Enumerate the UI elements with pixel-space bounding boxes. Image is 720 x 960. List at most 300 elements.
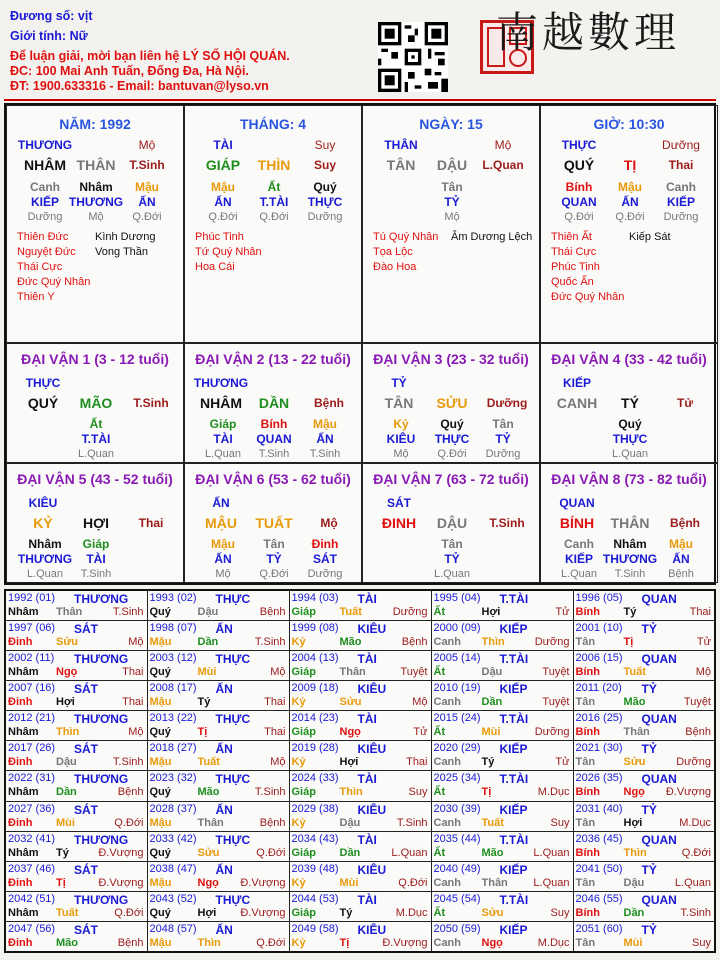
hidden-deity: TỶ (444, 195, 460, 209)
year-stem: Canh (433, 635, 461, 648)
year-label: 2009 (18) (291, 681, 339, 694)
header (0, 0, 720, 100)
year-cell[interactable] (573, 680, 715, 710)
year-cell[interactable] (289, 861, 431, 891)
earthly-branch: SỬU (436, 395, 468, 411)
year-stage: Thai (122, 665, 144, 678)
star-name: Thiên Đức (17, 231, 69, 243)
luck-period-cell (6, 463, 184, 583)
year-label: 2049 (58) (291, 923, 339, 936)
year-cell[interactable] (5, 801, 147, 831)
table-row (5, 771, 715, 801)
year-cell[interactable] (431, 590, 573, 620)
subject-name: Đương số: vịt (10, 9, 93, 23)
heavenly-stem: TÂN (384, 395, 414, 411)
year-deity: TÀI (357, 592, 377, 606)
year-stage: Mộ (270, 756, 286, 769)
year-cell[interactable] (431, 711, 573, 741)
year-label: 2017 (26) (8, 742, 56, 755)
year-stage: T.Sinh (254, 786, 286, 799)
annual-luck-table (4, 589, 716, 953)
year-stem: Kỷ (291, 695, 306, 708)
year-stem: Nhâm (8, 665, 39, 678)
hidden-stem: Giáp (209, 417, 237, 431)
hidden-stem: Nhâm (79, 180, 113, 194)
year-cell[interactable] (431, 741, 573, 771)
year-cell[interactable] (147, 741, 289, 771)
star-name: Đức Quý Nhân (17, 276, 91, 288)
year-branch: Dần (56, 786, 77, 799)
pillar-title: GIỜ: 10:30 (593, 116, 665, 132)
hidden-deity: TỶ (495, 432, 511, 446)
year-cell[interactable] (289, 741, 431, 771)
heavenly-stem: TÂN (386, 157, 416, 173)
hidden-stage: Q.Đới (259, 211, 289, 223)
year-cell[interactable] (573, 650, 715, 680)
year-stage: Mộ (128, 726, 144, 739)
year-cell[interactable] (573, 892, 715, 922)
year-label: 1999 (08) (291, 621, 339, 634)
year-branch: Dậu (339, 816, 361, 829)
year-cell[interactable] (289, 831, 431, 861)
header-divider (4, 99, 716, 101)
star-name: Nguyệt Đức (17, 246, 76, 258)
luck-period-title: ĐẠI VẬN 4 (33 - 42 tuổi) (551, 351, 707, 367)
hidden-stage: L.Quan (77, 448, 115, 460)
year-label: 2031 (40) (575, 802, 623, 815)
year-cell[interactable] (5, 741, 147, 771)
year-cell[interactable] (5, 620, 147, 650)
year-cell[interactable] (573, 922, 715, 952)
year-deity: THƯƠNG (74, 893, 129, 908)
year-stem: Mậu (149, 756, 172, 769)
hidden-stem: Quý (313, 180, 337, 194)
year-branch: Dậu (197, 606, 219, 618)
year-deity: TỶ (641, 862, 657, 877)
year-stem: Bính (575, 726, 600, 739)
year-cell[interactable] (573, 711, 715, 741)
year-label: 2027 (36) (8, 802, 56, 815)
year-branch: Ngọ (197, 876, 219, 889)
year-stage: Tuyệt (400, 665, 428, 678)
year-cell[interactable] (289, 771, 431, 801)
year-stage: Mộ (270, 665, 286, 678)
hidden-deity: ẤN (621, 195, 639, 209)
year-stem: Tân (575, 816, 596, 829)
year-stem: Ất (433, 907, 446, 920)
year-label: 2035 (44) (433, 832, 481, 845)
year-label: 2030 (39) (433, 802, 481, 815)
hidden-stem: Mậu (313, 417, 337, 431)
luck-period-cell (540, 343, 718, 463)
year-cell[interactable] (147, 861, 289, 891)
year-stem: Mậu (149, 816, 172, 829)
hidden-deity: ẤN (316, 432, 334, 446)
earthly-branch: DẦN (258, 395, 290, 411)
table-row (5, 680, 715, 710)
star-name: Thiên Y (17, 291, 55, 303)
year-branch: Tý (197, 695, 211, 708)
year-label: 2019 (28) (291, 742, 339, 755)
hidden-deity: KIÊU (386, 432, 416, 446)
hidden-deity: THỰC (307, 195, 343, 209)
year-stem: Quý (149, 606, 171, 618)
year-deity: THỰC (215, 893, 251, 908)
year-cell[interactable] (147, 590, 289, 620)
star-name: Quốc Ấn (551, 276, 594, 288)
stem-deity: KIÊU (28, 496, 58, 510)
year-cell[interactable] (5, 680, 147, 710)
heavenly-stem: GIÁP (205, 157, 241, 173)
year-stage: Thai (689, 606, 711, 618)
year-deity: THỰC (215, 592, 251, 606)
year-stem: Quý (149, 907, 171, 920)
year-stage: Q.Đới (681, 846, 711, 859)
year-cell[interactable] (431, 801, 573, 831)
year-label: 2043 (52) (149, 893, 197, 906)
hidden-stage: Dưỡng (27, 211, 63, 223)
year-branch: Thân (481, 876, 508, 889)
year-deity: QUAN (641, 832, 677, 847)
year-cell[interactable] (289, 590, 431, 620)
year-deity: SÁT (74, 802, 98, 817)
year-stage: Q.Đới (256, 846, 286, 859)
qr-code-icon[interactable] (378, 22, 448, 92)
hidden-stage: Mộ (393, 448, 409, 460)
year-branch: Thìn (56, 726, 80, 739)
year-label: 2010 (19) (433, 681, 481, 694)
year-branch: Thân (197, 816, 224, 829)
hidden-stage: L.Quan (611, 448, 649, 460)
branch-stage: Bệnh (314, 396, 344, 410)
hidden-stem: Canh (564, 537, 594, 551)
table-row (5, 831, 715, 861)
hidden-stage: Q.Đới (615, 211, 645, 223)
year-deity: KIẾP (499, 621, 528, 636)
hidden-stage: L.Quan (26, 568, 64, 580)
year-cell[interactable] (431, 922, 573, 952)
year-cell[interactable] (289, 922, 431, 952)
year-cell[interactable] (573, 831, 715, 861)
year-stage: T.Sinh (254, 635, 286, 648)
year-deity: KIÊU (357, 621, 387, 636)
stem-deity: THỰC (561, 138, 597, 152)
year-cell[interactable] (431, 620, 573, 650)
year-cell[interactable] (147, 922, 289, 952)
year-deity: T.TÀI (499, 772, 529, 787)
earthly-branch: TUẤT (255, 515, 293, 531)
year-cell[interactable] (5, 771, 147, 801)
year-cell[interactable] (147, 680, 289, 710)
year-deity: ẤN (215, 802, 233, 817)
year-cell[interactable] (147, 801, 289, 831)
year-cell[interactable] (431, 680, 573, 710)
year-label: 2015 (24) (433, 712, 481, 725)
year-label: 1993 (02) (149, 592, 197, 604)
table-row (5, 861, 715, 891)
year-stem: Ất (433, 726, 446, 739)
hidden-deity: QUAN (561, 195, 597, 209)
luck-period-cell (184, 343, 362, 463)
pillar-title: THÁNG: 4 (239, 116, 307, 132)
year-stage: Q.Đới (114, 816, 144, 829)
year-label: 2050 (59) (433, 923, 481, 936)
year-deity: KIẾP (499, 681, 528, 696)
stem-deity: KIẾP (562, 376, 592, 390)
stem-deity: THƯƠNG (17, 138, 73, 152)
year-branch: Ngọ (481, 937, 503, 950)
year-cell[interactable] (5, 861, 147, 891)
year-branch: Sửu (56, 635, 79, 648)
star-name: Đào Hoa (373, 261, 417, 273)
year-branch: Dần (481, 695, 503, 708)
year-branch: Hợi (56, 695, 75, 708)
year-stem: Giáp (291, 665, 316, 678)
year-stem: Nhâm (8, 726, 39, 739)
earthly-branch: TÝ (621, 395, 639, 411)
year-stage: Mộ (128, 635, 144, 648)
year-cell[interactable] (5, 590, 147, 620)
year-stage: T.Sinh (680, 907, 711, 920)
year-stem: Ất (433, 606, 446, 618)
year-label: 2047 (56) (8, 923, 56, 936)
year-cell[interactable] (431, 650, 573, 680)
year-label: 1995 (04) (433, 592, 481, 604)
year-cell[interactable] (573, 861, 715, 891)
year-branch: Mùi (623, 937, 643, 950)
hidden-stem: Tân (492, 417, 514, 431)
hidden-stage: L.Quan (204, 448, 242, 460)
year-deity: THỰC (215, 651, 251, 666)
year-deity: THỰC (215, 832, 251, 847)
year-cell[interactable] (5, 650, 147, 680)
year-stem: Quý (149, 665, 171, 678)
year-stem: Canh (433, 695, 461, 708)
branch-stage: Thai (668, 158, 694, 172)
year-branch: Tị (481, 786, 492, 799)
star-name: Vong Thần (95, 246, 149, 258)
hidden-stem: Mậu (211, 537, 235, 551)
year-stem: Bính (575, 786, 600, 799)
year-deity: TÀI (357, 712, 377, 727)
hidden-stem: Mậu (618, 180, 642, 194)
hidden-stage: T.Sinh (258, 448, 290, 460)
hidden-stage: Mộ (444, 211, 460, 223)
year-stage: Bệnh (259, 606, 286, 618)
year-label: 1996 (05) (575, 592, 623, 604)
star-name: Tọa Lộc (373, 246, 413, 258)
luck-period-cell (540, 463, 718, 583)
year-label: 1992 (01) (8, 592, 56, 604)
year-stem: Nhâm (8, 907, 39, 920)
year-stage: M.Dục (679, 816, 711, 829)
year-deity: THƯƠNG (74, 592, 129, 606)
year-branch: Mùi (481, 726, 501, 739)
year-cell[interactable] (147, 711, 289, 741)
year-cell[interactable] (431, 861, 573, 891)
year-label: 2032 (41) (8, 832, 56, 845)
year-cell[interactable] (147, 892, 289, 922)
earthly-branch: THÂN (610, 515, 650, 531)
year-deity: TỶ (641, 681, 657, 696)
year-stem: Giáp (291, 846, 316, 859)
hidden-stage: Q.Đới (208, 211, 238, 223)
address-line: ĐC: 100 Mai Anh Tuấn, Đống Đa, Hà Nội. (10, 64, 249, 78)
year-cell[interactable] (5, 711, 147, 741)
year-cell[interactable] (289, 680, 431, 710)
stem-deity: SÁT (387, 496, 411, 510)
year-deity: KIÊU (357, 923, 387, 938)
year-stem: Giáp (291, 786, 316, 799)
year-cell[interactable] (147, 771, 289, 801)
year-stem: Kỷ (291, 635, 306, 648)
year-stage: Tử (555, 606, 570, 618)
year-stem: Ất (433, 665, 446, 678)
year-branch: Mão (623, 695, 646, 708)
hidden-deity: THƯƠNG (68, 195, 124, 209)
year-label: 2051 (60) (575, 923, 623, 936)
year-deity: ẤN (215, 681, 233, 696)
branch-stage: Thai (138, 516, 164, 530)
year-cell[interactable] (289, 711, 431, 741)
year-deity: TÀI (357, 893, 377, 908)
phone-email-line[interactable]: ĐT: 1900.633316 - Email: bantuvan@lyso.vn (10, 79, 269, 93)
year-label: 1998 (07) (149, 621, 197, 634)
year-stem: Bính (575, 665, 600, 678)
year-stage: Mộ (412, 695, 428, 708)
luck-period-title: ĐẠI VẬN 1 (3 - 12 tuổi) (21, 351, 169, 367)
year-cell[interactable] (573, 590, 715, 620)
hidden-deity: SÁT (313, 552, 337, 566)
year-stem: Quý (149, 846, 171, 859)
hidden-deity: ẤN (214, 195, 232, 209)
year-cell[interactable] (289, 801, 431, 831)
hidden-deity: KIẾP (564, 552, 594, 566)
earthly-branch: THÂN (76, 157, 116, 173)
year-branch: Hợi (197, 907, 217, 920)
hidden-deity: ẤN (138, 195, 156, 209)
year-deity: QUAN (641, 712, 677, 727)
year-label: 1994 (03) (291, 592, 339, 604)
pillar-title: NGÀY: 15 (419, 116, 483, 132)
year-stage: Q.Đới (398, 876, 428, 889)
year-cell[interactable] (289, 620, 431, 650)
year-label: 2011 (20) (575, 681, 622, 694)
year-branch: Thân (56, 606, 83, 618)
year-stem: Kỷ (291, 937, 306, 950)
year-stage: Bệnh (259, 816, 286, 829)
year-deity: THƯƠNG (74, 832, 129, 847)
table-row (5, 801, 715, 831)
year-deity: KIÊU (357, 681, 387, 696)
earthly-branch: TỊ (623, 157, 637, 173)
year-branch: Thìn (339, 786, 363, 799)
year-label: 2048 (57) (149, 923, 197, 936)
luck-period-cell (362, 463, 540, 583)
year-stem: Canh (433, 937, 461, 950)
year-cell[interactable] (431, 831, 573, 861)
year-cell[interactable] (573, 620, 715, 650)
year-cell[interactable] (289, 892, 431, 922)
year-deity: THƯƠNG (74, 772, 129, 787)
year-branch: Sửu (623, 756, 646, 769)
hidden-deity: TÀI (86, 552, 106, 566)
hidden-stage: Dưỡng (307, 568, 343, 580)
year-stem: Ất (433, 846, 446, 859)
year-deity: SÁT (74, 681, 98, 696)
year-stem: Đinh (8, 816, 33, 829)
year-branch: Tý (481, 756, 495, 769)
year-stem: Đinh (8, 937, 33, 950)
year-label: 2013 (22) (149, 712, 197, 725)
heavenly-stem: MẬU (205, 515, 237, 531)
year-stage: Đ.Vượng (98, 846, 144, 859)
hidden-deity: TÀI (213, 432, 233, 446)
year-stage: Mộ (695, 665, 711, 678)
year-cell[interactable] (573, 741, 715, 771)
year-cell[interactable] (5, 892, 147, 922)
year-stem: Giáp (291, 907, 316, 920)
table-row (5, 741, 715, 771)
year-branch: Tị (197, 726, 208, 739)
heavenly-stem: ĐINH (381, 515, 417, 531)
hidden-stem: Bính (565, 180, 593, 194)
year-stage: Dưỡng (676, 756, 711, 769)
heavenly-stem: QUÝ (27, 395, 59, 411)
year-cell[interactable] (289, 650, 431, 680)
year-cell[interactable] (431, 892, 573, 922)
hidden-stage: Q.Đới (259, 568, 289, 580)
year-stem: Mậu (149, 937, 172, 950)
year-label: 2040 (49) (433, 862, 481, 875)
year-branch: Dần (197, 635, 219, 648)
year-deity: SÁT (74, 742, 98, 757)
pillar-title: NĂM: 1992 (59, 116, 131, 132)
year-stem: Canh (433, 816, 461, 829)
hidden-stem: Kỷ (393, 417, 409, 431)
year-cell[interactable] (147, 620, 289, 650)
hidden-stage: Mộ (88, 211, 104, 223)
year-deity: THƯƠNG (74, 712, 129, 727)
year-cell[interactable] (573, 771, 715, 801)
deity-stage: Mộ (138, 138, 156, 152)
year-cell[interactable] (5, 922, 147, 952)
year-stage: Dưỡng (534, 726, 570, 739)
hidden-stage: L.Quan (433, 568, 471, 580)
year-cell[interactable] (147, 831, 289, 861)
pillar-cell (540, 105, 718, 343)
year-branch: Hợi (623, 816, 643, 829)
stem-deity: THÂN (384, 138, 418, 152)
branch-stage: T.Sinh (129, 158, 165, 172)
star-name: Đức Quý Nhân (551, 291, 625, 303)
year-stem: Tân (575, 756, 596, 769)
year-label: 2022 (31) (8, 772, 56, 785)
year-cell[interactable] (431, 771, 573, 801)
year-cell[interactable] (5, 831, 147, 861)
year-branch: Dần (339, 846, 361, 859)
year-label: 2038 (47) (149, 862, 197, 875)
year-stage: Tuyệt (542, 695, 570, 708)
contact-line: Để luận giải, mời bạn liên hệ LÝ SỐ HỘI QUÁN. (10, 49, 290, 63)
hidden-stem: Mậu (211, 180, 235, 194)
year-label: 2014 (23) (291, 712, 339, 725)
year-cell[interactable] (147, 650, 289, 680)
year-cell[interactable] (573, 801, 715, 831)
hidden-stem: Ất (89, 417, 103, 431)
year-stage: Suy (692, 937, 711, 950)
year-stem: Tân (575, 937, 596, 950)
